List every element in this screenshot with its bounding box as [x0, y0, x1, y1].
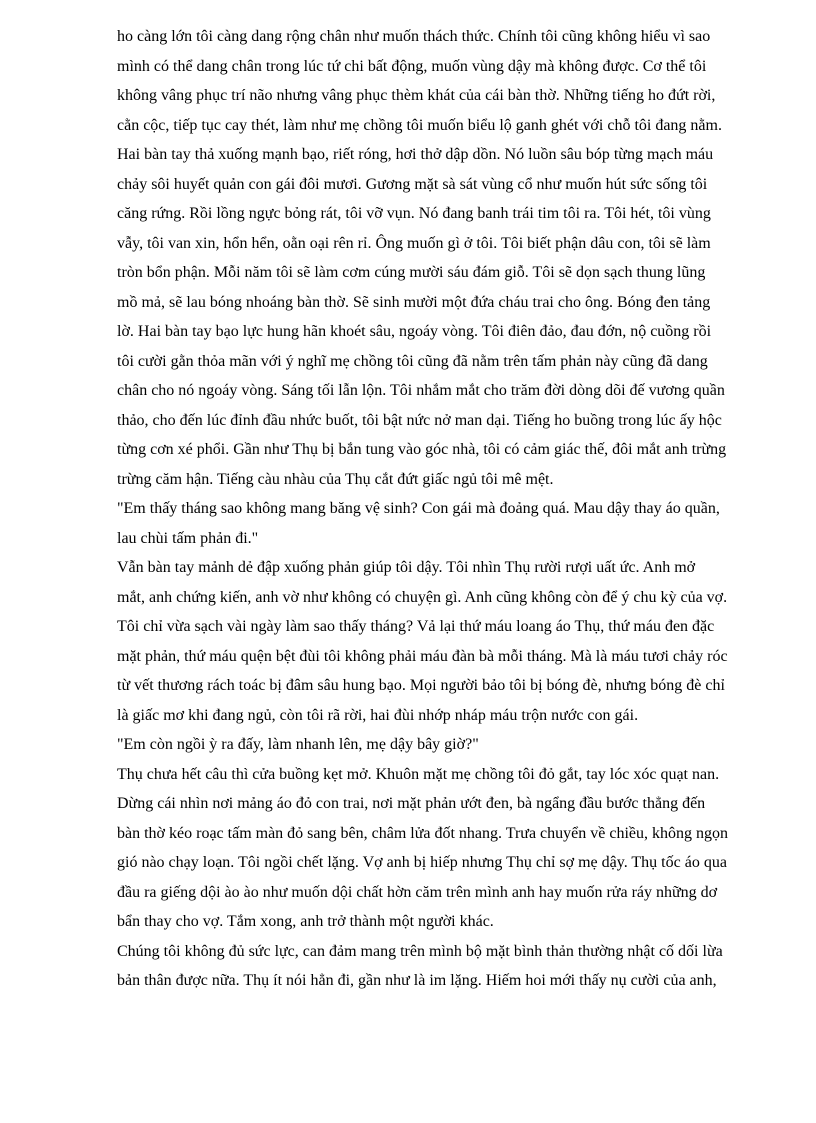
- text-line: cằn cộc, tiếp tục cay thét, làm như mẹ chồng tôi muốn biểu lộ ganh ghét với chỗ tôi đang nằm.: [117, 116, 722, 134]
- text-line: Dừng cái nhìn nơi mảng áo đỏ con trai, nơi mặt phản ướt đen, bà ngẩng đầu bước thẳng đến: [117, 795, 706, 812]
- text-line: bẩn thay cho vợ. Tắm xong, anh trở thành một người khác.: [117, 913, 494, 930]
- text-line: từng cơn xé phổi. Gần như Thụ bị bắn tung vào góc nhà, tôi có cảm giác thế, đôi mắt anh trừng: [117, 441, 727, 458]
- text-line: Hai bàn tay thả xuống mạnh bạo, riết róng, hơi thở dập dồn. Nó luồn sâu bóp từng mạch máu: [117, 146, 714, 163]
- text-line: căng rứng. Rồi lồng ngực bỏng rát, tôi vỡ vụn. Nó đang banh trái tim tôi ra. Tôi hét, tôi vùng: [117, 205, 711, 222]
- text-line: Tôi chỉ vừa sạch vài ngày làm sao thấy tháng? Vả lại thứ máu loang áo Thụ, thứ máu đen đặc: [117, 618, 715, 635]
- text-line: bàn thờ kéo roạc tấm màn đỏ sang bên, châm lửa đốt nhang. Trưa chuyển về chiều, không ngọn: [117, 824, 728, 842]
- text-line: lau chùi tấm phản đi.": [117, 529, 259, 547]
- text-line: mình có thể dang chân trong lúc tứ chi bất động, muốn vùng dậy mà không được. Cơ thể tôi: [117, 57, 707, 75]
- text-line: ho càng lớn tôi càng dang rộng chân như muốn thách thức. Chính tôi cũng không hiểu vì sao: [117, 28, 711, 45]
- document-page: [117, 22, 807, 996]
- text-line: trừng căm hận. Tiếng càu nhàu của Thụ cắt đứt giấc ngủ tôi mê mệt.: [117, 470, 554, 488]
- text-line: chảy sôi huyết quản con gái đôi mươi. Gương mặt sà sát vùng cổ như muốn hút sức sống tôi: [117, 175, 708, 193]
- text-line: gió nào chạy loạn. Tôi ngồi chết lặng. Vợ anh bị hiếp nhưng Thụ chỉ sợ mẹ dậy. Thụ tốc áo qua: [117, 854, 727, 871]
- text-line: bản thân được nữa. Thụ ít nói hẳn đi, gần như là im lặng. Hiếm hoi mới thấy nụ cười của anh,: [117, 972, 717, 989]
- text-line: đầu ra giếng dội ào ào như muốn dội chất hờn căm trên mình anh hay muốn rửa ráy những dơ: [117, 883, 718, 901]
- text-line: vẫy, tôi van xin, hổn hển, oằn oại rên rỉ. Ông muốn gì ở tôi. Tôi biết phận dâu con, tôi sẽ làm: [117, 234, 711, 252]
- text-line: chân cho nó ngoáy vòng. Sáng tối lẫn lộn. Tôi nhắm mắt cho trăm đời dòng dõi đế vương quần: [117, 382, 725, 399]
- text-line: tròn bổn phận. Mỗi năm tôi sẽ làm cơm cúng mười sáu đám giỗ. Tôi sẽ dọn sạch thung lũng: [117, 264, 706, 281]
- text-line: tôi cười gằn thỏa mãn với ý nghĩ mẹ chồng tôi cũng đã nằm trên tấm phản này cũng đã dang: [117, 352, 708, 370]
- text-line: thảo, cho đến lúc đỉnh đầu nhức buốt, tôi bật nức nở man dại. Tiếng ho buồng trong lúc ấy hộc: [117, 411, 722, 429]
- text-line: không vâng phục trí não nhưng vâng phục thèm khát của cái bàn thờ. Những tiếng ho đứt rời,: [117, 87, 716, 104]
- text-line: mắt, anh chứng kiến, anh vờ như không có chuyện gì. Anh cũng không còn để ý chu kỳ của vợ.: [117, 588, 728, 606]
- text-line: là giấc mơ khi đang ngủ, còn tôi rã rời, hai đùi nhớp nháp máu trộn nước con gái.: [117, 706, 639, 724]
- text-line: "Em còn ngồi ỳ ra đấy, làm nhanh lên, mẹ dậy bây giờ?": [117, 736, 479, 753]
- text-line: lờ. Hai bàn tay bạo lực hung hãn khoét sâu, ngoáy vòng. Tôi điên đảo, đau đớn, nộ cuồng rồi: [117, 323, 712, 340]
- text-line: mặt phản, thứ máu quện bệt đùi tôi không phải máu đàn bà mỗi tháng. Mà là máu tươi chảy róc: [117, 647, 728, 665]
- text-line: "Em thấy tháng sao không mang băng vệ sinh? Con gái mà đoảng quá. Mau dậy thay áo quần,: [117, 500, 720, 517]
- text-line: Thụ chưa hết câu thì cửa buồng kẹt mở. Khuôn mặt mẹ chồng tôi đỏ gắt, tay lóc xóc quạt nan.: [117, 765, 720, 783]
- text-line: mồ mả, sẽ lau bóng nhoáng bàn thờ. Sẽ sinh mười một đứa cháu trai cho ông. Bóng đen tảng: [117, 293, 711, 311]
- text-line: Chúng tôi không đủ sức lực, can đảm mang trên mình bộ mặt bình thản thường nhật cố dối lừa: [117, 942, 723, 960]
- text-line: Vẫn bàn tay mảnh dẻ đập xuống phản giúp tôi dậy. Tôi nhìn Thụ rười rượi uất ức. Anh mở: [117, 559, 696, 576]
- text-line: từ vết thương rách toác bị đâm sâu hung bạo. Mọi người bảo tôi bị bóng đè, nhưng bóng đè chỉ: [117, 677, 725, 694]
